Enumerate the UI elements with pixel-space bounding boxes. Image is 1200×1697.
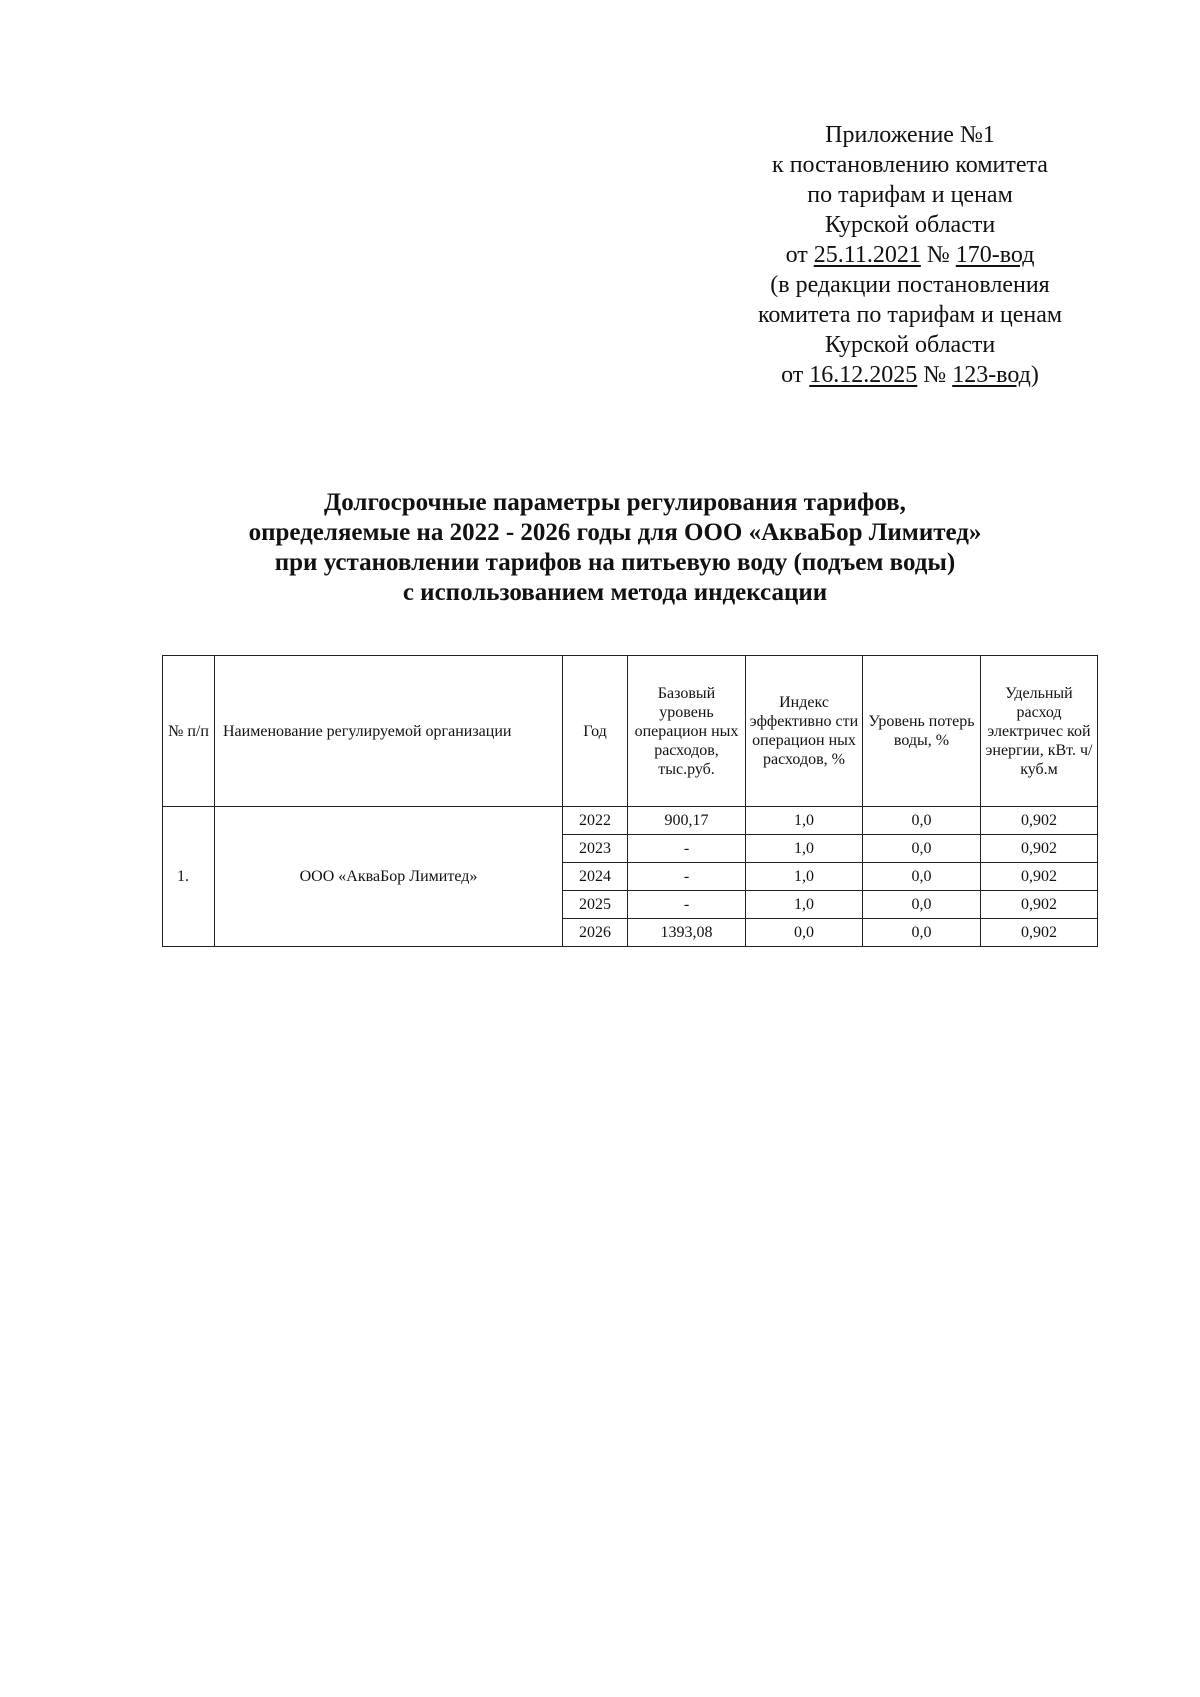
org-number: 1. <box>163 807 215 947</box>
cell-year: 2026 <box>563 919 628 947</box>
cell-base-opex: - <box>628 863 746 891</box>
cell-efficiency-index: 1,0 <box>746 807 863 835</box>
title-line: определяемые на 2022 - 2026 годы для ООО «АкваБор Лимитед» <box>248 519 982 546</box>
cell-base-opex: - <box>628 835 746 863</box>
cell-energy: 0,902 <box>981 891 1098 919</box>
header-energy: Удельный расход электричес кой энергии, кВт. ч/куб.м <box>981 656 1098 807</box>
appendix-line: Курской области <box>824 212 996 238</box>
cell-year: 2025 <box>563 891 628 919</box>
revision-prefix: от <box>781 362 804 388</box>
cell-energy: 0,902 <box>981 863 1098 891</box>
header-org-name: Наименование регулируемой организации <box>215 656 563 807</box>
cell-water-loss: 0,0 <box>863 863 981 891</box>
appendix-revision-line <box>730 360 1090 390</box>
revision-number: 123-вод <box>952 362 1031 388</box>
appendix-line: к постановлению комитета <box>772 152 1048 178</box>
cell-water-loss: 0,0 <box>863 891 981 919</box>
revision-num-sign: № <box>923 362 947 388</box>
cell-energy: 0,902 <box>981 835 1098 863</box>
cell-base-opex: 900,17 <box>628 807 746 835</box>
cell-energy: 0,902 <box>981 919 1098 947</box>
document-title <box>120 488 1110 608</box>
table-header-row <box>163 656 1098 807</box>
appendix-decree-line <box>730 240 1090 270</box>
cell-energy: 0,902 <box>981 807 1098 835</box>
title-line: с использованием метода индексации <box>402 579 828 606</box>
title-line: при установлении тарифов на питьевую воду (подъем воды) <box>274 549 956 576</box>
header-base-opex: Базовый уровень операцион ных расходов, тыс.руб. <box>628 656 746 807</box>
cell-year: 2024 <box>563 863 628 891</box>
cell-efficiency-index: 1,0 <box>746 891 863 919</box>
appendix-header <box>730 120 1090 390</box>
cell-water-loss: 0,0 <box>863 835 981 863</box>
cell-water-loss: 0,0 <box>863 919 981 947</box>
header-water-loss: Уровень потерь воды, % <box>863 656 981 807</box>
revision-date: 16.12.2025 <box>809 362 918 388</box>
header-year: Год <box>563 656 628 807</box>
decree-prefix: от <box>785 242 808 268</box>
revision-suffix: ) <box>1030 362 1039 388</box>
cell-year: 2022 <box>563 807 628 835</box>
cell-year: 2023 <box>563 835 628 863</box>
cell-efficiency-index: 1,0 <box>746 863 863 891</box>
appendix-line: Приложение №1 <box>825 122 995 148</box>
decree-date: 25.11.2021 <box>813 242 921 268</box>
cell-base-opex: 1393,08 <box>628 919 746 947</box>
table-row <box>163 807 1098 835</box>
org-name: ООО «АкваБор Лимитед» <box>215 807 563 947</box>
appendix-line: по тарифам и ценам <box>807 182 1013 208</box>
tariff-parameters-table <box>162 655 1098 947</box>
cell-efficiency-index: 1,0 <box>746 835 863 863</box>
cell-efficiency-index: 0,0 <box>746 919 863 947</box>
decree-number: 170-вод <box>955 242 1035 268</box>
cell-water-loss: 0,0 <box>863 807 981 835</box>
decree-num-sign: № <box>926 242 950 268</box>
appendix-line: (в редакции постановления <box>770 272 1050 298</box>
title-line: Долгосрочные параметры регулирования тарифов, <box>324 489 906 516</box>
appendix-line: Курской области <box>824 332 996 358</box>
appendix-line: комитета по тарифам и ценам <box>757 302 1063 328</box>
cell-base-opex: - <box>628 891 746 919</box>
header-no: № п/п <box>163 656 215 807</box>
header-efficiency-index: Индекс эффективно сти операцион ных расходов, % <box>746 656 863 807</box>
